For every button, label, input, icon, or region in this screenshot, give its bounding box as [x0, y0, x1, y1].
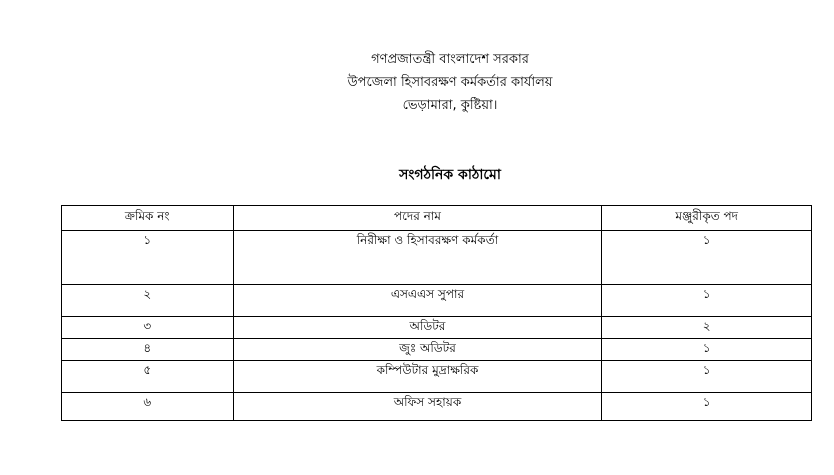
post-cell: [233, 285, 602, 317]
column-header-post: পদের নাম: [233, 206, 602, 231]
post-cell: [233, 393, 602, 421]
post-name: অফিস সহায়ক: [393, 395, 462, 409]
serial-cell: ২: [62, 285, 234, 317]
serial-cell: ৩: [62, 317, 234, 339]
section-title: সংগঠনিক কাঠামো: [399, 167, 501, 183]
post-cell: [233, 231, 602, 285]
office-location: ভেড়ামারা, কুষ্টিয়া।: [402, 98, 498, 113]
serial-cell: ৫: [62, 361, 234, 393]
sanctioned-cell: ১: [602, 339, 812, 361]
post-name: অডিটর: [409, 319, 446, 333]
column-header-sanctioned: মঞ্জুরীকৃত পদ: [602, 206, 812, 231]
government-name: গণপ্রজাতন্ত্রী বাংলাদেশ সরকার: [371, 52, 529, 67]
sanctioned-cell: ১: [602, 361, 812, 393]
post-cell: [233, 317, 602, 339]
sanctioned-cell: ১: [602, 231, 812, 285]
column-header-serial: ক্রমিক নং: [62, 206, 234, 231]
table-row: [62, 317, 812, 339]
sanctioned-cell: ১: [602, 393, 812, 421]
office-header: [0, 48, 834, 117]
serial-cell: ৪: [62, 339, 234, 361]
organogram-table: [61, 205, 812, 421]
serial-cell: ১: [62, 231, 234, 285]
serial-cell: ৬: [62, 393, 234, 421]
table-row: [62, 339, 812, 361]
table-header-row: [62, 206, 812, 231]
table-row: [62, 285, 812, 317]
post-name: কম্পিউটার মুদ্রাক্ষরিক: [376, 363, 479, 377]
sanctioned-cell: ২: [602, 317, 812, 339]
sanctioned-cell: ১: [602, 285, 812, 317]
table-row: [62, 393, 812, 421]
post-cell: [233, 361, 602, 393]
post-name: নিরীক্ষা ও হিসাবরক্ষণ কর্মকর্তা: [356, 233, 499, 247]
post-cell: [233, 339, 602, 361]
post-name: জুঃ অডিটর: [399, 341, 456, 355]
office-name: উপজেলা হিসাবরক্ষণ কর্মকর্তার কার্যালয়: [347, 75, 553, 90]
table-row: [62, 231, 812, 285]
table-row: [62, 361, 812, 393]
post-name: এসএএস সুপার: [390, 287, 465, 301]
